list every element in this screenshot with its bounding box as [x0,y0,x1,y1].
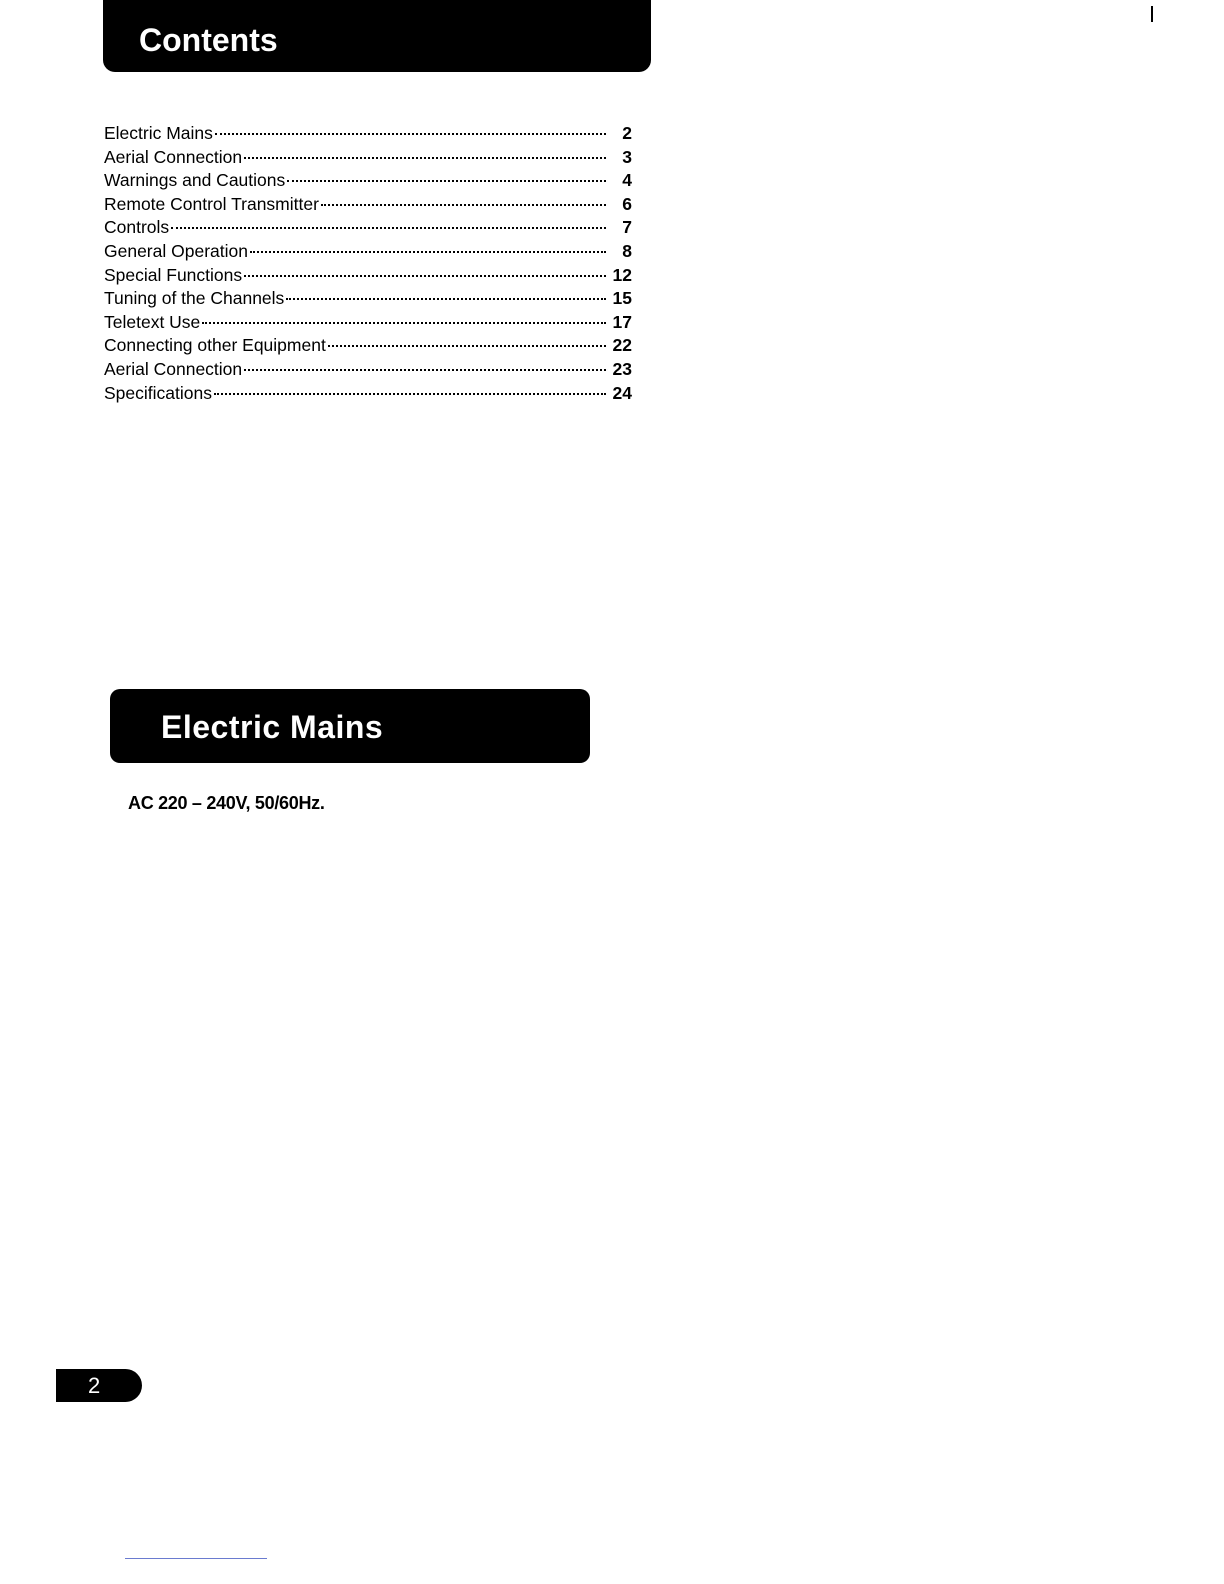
toc-entry-page: 4 [622,170,632,191]
toc-leader-dots [244,137,606,159]
toc-entry-title: Controls [104,217,170,238]
toc-entry-page: 8 [622,240,632,261]
electric-mains-heading [110,689,590,763]
toc-leader-dots [321,184,606,206]
bottom-rule [125,1558,267,1559]
electric-mains-heading-text: Electric Mains [161,709,384,745]
contents-heading [103,0,651,72]
toc-entry-page: 12 [612,264,632,285]
toc-leader-dots [171,207,606,229]
toc-entry-page: 17 [612,311,632,332]
toc-leader-dots [215,113,606,135]
toc-leader-dots [244,349,606,371]
toc-entry-title: Tuning of the Channels [104,288,285,309]
page-number-tab [56,1369,142,1402]
toc-leader-dots [244,255,606,277]
toc-entry-page: 7 [622,217,632,238]
toc-entry-title: Aerial Connection [104,146,243,167]
toc-entry-page: 23 [612,358,632,379]
corner-mark [1151,6,1153,22]
toc-entry-title: Remote Control Transmitter [104,193,319,214]
toc-entry-page: 3 [622,146,632,167]
toc-entry-title: Connecting other Equipment [104,335,326,356]
toc-entry-page: 2 [622,123,632,143]
toc-entry-page: 6 [622,193,632,214]
toc-leader-dots [328,325,606,347]
electric-mains-spec: AC 220 – 240V, 50/60Hz. [128,793,325,813]
toc-entry-page: 24 [612,382,632,403]
toc-entry-page: 22 [612,335,632,356]
toc-leader-dots [287,160,606,182]
toc-entry-title: Special Functions [104,264,243,285]
toc-entry-title: Electric Mains [104,123,213,143]
toc-entry-page: 15 [612,288,632,309]
contents-heading-text: Contents [139,22,278,58]
toc-leader-dots [214,373,606,395]
table-of-contents [104,117,632,403]
toc-leader-dots [250,231,606,253]
page-number: 2 [88,1373,101,1398]
toc-entry-title: General Operation [104,240,248,261]
toc-entry-title: Warnings and Cautions [104,170,286,191]
toc-entry-title: Teletext Use [104,311,201,332]
toc-leader-dots [286,278,606,300]
toc-entry-title: Specifications [104,382,212,403]
toc-entry-title: Aerial Connection [104,358,243,379]
toc-leader-dots [202,302,606,324]
